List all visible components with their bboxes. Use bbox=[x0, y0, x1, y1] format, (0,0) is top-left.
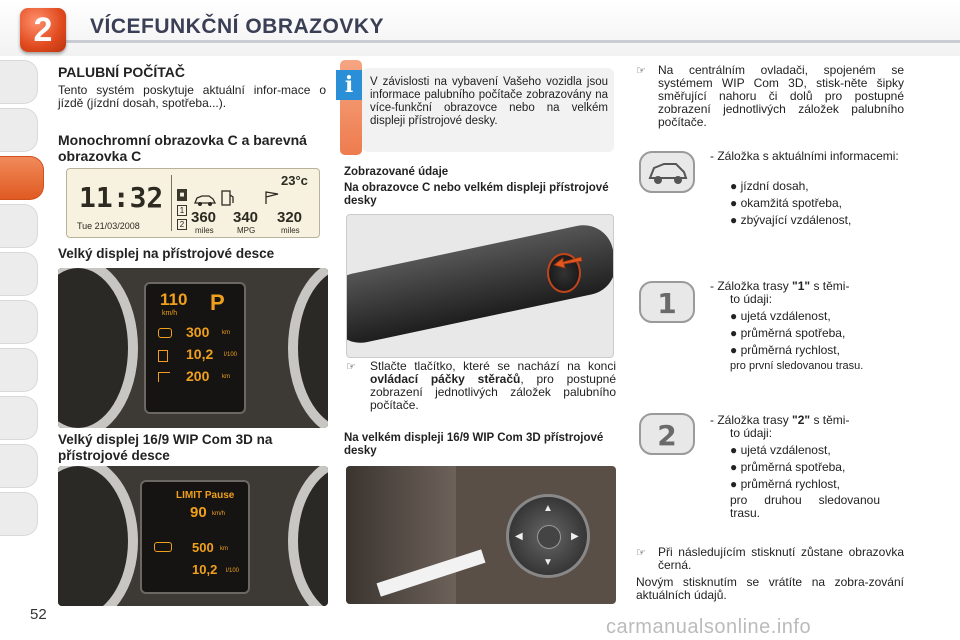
right-gauge bbox=[288, 268, 328, 428]
tab-1-note: pro první sledovanou trasu. bbox=[730, 360, 864, 372]
screen-time: 11:32 bbox=[79, 181, 164, 214]
chapter-tab-7[interactable] bbox=[0, 348, 38, 392]
chapter-badge: 2 bbox=[20, 8, 66, 52]
tab-1-item-2-text: průměrná spotřeba, bbox=[740, 326, 846, 340]
chapter-tab-9[interactable] bbox=[0, 444, 38, 488]
chapter-tab-8[interactable] bbox=[0, 396, 38, 440]
left-gauge bbox=[58, 268, 138, 428]
tab-current-marker: ■ bbox=[177, 189, 187, 201]
pointer-icon-2: ☞ bbox=[636, 65, 646, 77]
wip-cluster-photo bbox=[58, 466, 328, 606]
display-range-unit: km bbox=[222, 330, 230, 336]
central-controller bbox=[506, 494, 590, 578]
value-3: 320 bbox=[277, 209, 303, 226]
tab-1-cont: to údaji: bbox=[730, 292, 773, 306]
press-text-end: , pro postupné zobrazení jednotlivých záložek palubního počítače. bbox=[370, 372, 616, 412]
chapter-tab-2[interactable] bbox=[0, 108, 38, 152]
tab-2-label: - Záložka trasy "2" s těmi- bbox=[710, 413, 850, 427]
value-1: 360 bbox=[191, 209, 217, 226]
tab-current-item-1-text: jízdní dosah, bbox=[740, 179, 809, 193]
return-text: Novým stisknutím se vrátíte na zobra-zování aktuálních údajů. bbox=[636, 575, 904, 602]
page-number: 52 bbox=[30, 606, 47, 623]
info-icon: i bbox=[336, 70, 362, 100]
section-title: PALUBNÍ POČÍTAČ bbox=[58, 64, 186, 80]
value-2: 340 bbox=[233, 209, 259, 226]
tab-2-item-1-text: ujetá vzdálenost, bbox=[740, 443, 831, 457]
press-instruction bbox=[370, 360, 616, 412]
tab-1-suffix: s těmi- bbox=[813, 279, 850, 293]
svg-text:2: 2 bbox=[657, 419, 677, 452]
info-box bbox=[362, 68, 614, 152]
tab-2-item-2-text: průměrná spotřeba, bbox=[740, 460, 846, 474]
wip-range-unit: km bbox=[220, 546, 228, 552]
tab-current-item-3-text: zbývající vzdálenost, bbox=[740, 213, 852, 227]
controller-center-button[interactable] bbox=[537, 525, 561, 549]
chapter-tab-1[interactable] bbox=[0, 60, 38, 104]
tab-current-label-text: Záložka s aktuálními informacemi: bbox=[717, 149, 899, 163]
display-car-icon bbox=[158, 328, 172, 338]
display-gear: P bbox=[210, 290, 225, 315]
wip-right-gauge bbox=[288, 466, 328, 606]
displayed-data-heading: Zobrazované údaje bbox=[344, 166, 449, 178]
central-controller-photo bbox=[346, 466, 616, 604]
monochrome-screen-photo bbox=[66, 168, 320, 238]
press-text-start: Stlačte tlačítko, které se nachází na konci bbox=[370, 359, 616, 373]
tab-1-item-2: ● průměrná spotřeba, bbox=[730, 326, 846, 340]
pointer-icon: ☞ bbox=[346, 361, 356, 373]
chapter-tabs bbox=[0, 60, 44, 540]
wip-range: 500 bbox=[192, 540, 214, 555]
trip-1-tab-icon bbox=[638, 280, 696, 324]
unit-3: miles bbox=[281, 226, 300, 235]
wip-speed: 90 bbox=[190, 504, 207, 521]
tab-2-item-3-text: průměrná rychlost, bbox=[740, 477, 840, 491]
tab-1-item-1: ● ujetá vzdálenost, bbox=[730, 309, 831, 323]
wip-left-gauge bbox=[58, 466, 138, 606]
tab-1-item-3-text: průměrná rychlost, bbox=[740, 343, 840, 357]
tab-current-label: - Záložka s aktuálními informacemi: bbox=[710, 149, 899, 163]
tab-1-prefix: Záložka trasy bbox=[717, 279, 789, 293]
svg-text:1: 1 bbox=[657, 287, 677, 320]
wip-speed-unit: km/h bbox=[212, 511, 226, 517]
wip-limit-label: LIMIT Pause bbox=[176, 490, 235, 501]
tab-2-suffix: s těmi- bbox=[813, 413, 850, 427]
chapter-tab-6[interactable] bbox=[0, 300, 38, 344]
press-text-bold: ovládací páčky stěračů bbox=[370, 372, 521, 386]
wip-car-icon bbox=[154, 542, 172, 552]
watermark: carmanualsonline.info bbox=[606, 616, 812, 638]
display-consumption: 10,2 bbox=[186, 346, 214, 362]
right-intro: Na centrálním ovladači, spojeném se systémem WIP Com 3D, stisk-něte šipky směřující nahoru či dolů pro postupné zobrazení jednotlivých záložek palubního počítače. bbox=[658, 63, 904, 129]
big-display-title: Velký displej na přístrojové desce bbox=[58, 246, 275, 261]
tab-2-item-1: ● ujetá vzdálenost, bbox=[730, 443, 831, 457]
center-display bbox=[144, 282, 246, 414]
tab-2-marker: 2 bbox=[177, 219, 187, 230]
controller-right-arrow[interactable]: ▶ bbox=[571, 531, 579, 542]
tab-1-item-3: ● průměrná rychlost, bbox=[730, 343, 840, 357]
display-pump-icon bbox=[158, 350, 168, 362]
wip-center-display bbox=[140, 480, 250, 594]
chapter-tab-10[interactable] bbox=[0, 492, 38, 536]
controller-up-arrow[interactable]: ▲ bbox=[543, 503, 553, 514]
header-divider bbox=[60, 40, 960, 43]
tab-2-number: "2" bbox=[792, 413, 811, 427]
car-range-icon bbox=[193, 193, 217, 207]
display-remaining-unit: km bbox=[222, 374, 230, 380]
unit-1: miles bbox=[195, 226, 214, 235]
tab-1-marker: 1 bbox=[177, 205, 187, 216]
screen-c-heading: Na obrazovce C nebo velkém displeji přístrojové desky bbox=[344, 182, 609, 207]
display-range: 300 bbox=[186, 324, 210, 340]
unit-2: MPG bbox=[237, 226, 256, 235]
controller-left-arrow[interactable]: ◀ bbox=[515, 531, 523, 542]
display-speed-unit: km/h bbox=[162, 310, 178, 317]
display-remaining: 200 bbox=[186, 368, 210, 384]
screen-date: Tue 21/03/2008 bbox=[77, 221, 140, 231]
chapter-tab-active[interactable] bbox=[0, 156, 44, 200]
display-speed: 110 bbox=[160, 290, 188, 309]
info-text: V závislosti na vybavení Vašeho vozidla jsou informace palubního počítače zobrazovány na více-funkční obrazovce nebo na velkém displeji přístrojové desky. bbox=[370, 76, 608, 127]
intro-text: Tento systém poskytuje aktuální infor-mace o jízdě (jízdní dosah, spotřeba...). bbox=[58, 83, 326, 110]
tab-current-item-2-text: okamžitá spotřeba, bbox=[740, 196, 842, 210]
wip-consumption-unit: l/100 bbox=[226, 568, 240, 574]
trip-2-tab-icon bbox=[638, 412, 696, 456]
mono-screen-title: Monochromní obrazovka C a barevná obrazovka C bbox=[58, 132, 307, 164]
next-press-text: Při následujícím stisknutí zůstane obrazovka černá. bbox=[658, 545, 904, 572]
tab-current-item-1: ● jízdní dosah, bbox=[730, 179, 809, 193]
tab-2-item-2: ● průměrná spotřeba, bbox=[730, 460, 846, 474]
screen-temperature: 23°c bbox=[281, 173, 308, 188]
pointer-icon-3: ☞ bbox=[636, 547, 646, 559]
wiper-stalk-photo bbox=[346, 214, 614, 358]
tab-2-item-3: ● průměrná rychlost, bbox=[730, 477, 840, 491]
page-title: VÍCEFUNKČNÍ OBRAZOVKY bbox=[90, 15, 385, 38]
tab-current-item-3: ● zbývající vzdálenost, bbox=[730, 213, 852, 227]
chapter-tab-5[interactable] bbox=[0, 252, 38, 296]
current-info-tab-icon bbox=[638, 150, 696, 194]
wip-consumption: 10,2 bbox=[192, 562, 218, 577]
display-consumption-unit: l/100 bbox=[224, 352, 238, 358]
tab-2-prefix: Záložka trasy bbox=[717, 413, 789, 427]
red-arrow-icon bbox=[553, 253, 573, 269]
fuel-pump-icon bbox=[221, 189, 235, 207]
chapter-tab-4[interactable] bbox=[0, 204, 38, 248]
instrument-cluster-photo bbox=[58, 268, 328, 428]
wip-heading: Na velkém displeji 16/9 WIP Com 3D přístrojové desky bbox=[344, 432, 604, 457]
tab-1-item-1-text: ujetá vzdálenost, bbox=[740, 309, 831, 323]
display-flag-icon bbox=[158, 372, 170, 382]
controller-down-arrow[interactable]: ▼ bbox=[543, 557, 553, 568]
tab-1-number: "1" bbox=[792, 279, 811, 293]
tab-2-note: pro druhou sledovanou trasu. bbox=[730, 493, 880, 520]
wip-display-title: Velký displej 16/9 WIP Com 3D na přístrojové desce bbox=[58, 432, 273, 463]
tab-current-item-2: ● okamžitá spotřeba, bbox=[730, 196, 842, 210]
tab-2-cont: to údaji: bbox=[730, 426, 773, 440]
tab-1-label: - Záložka trasy "1" s těmi- bbox=[710, 279, 850, 293]
flag-icon bbox=[263, 191, 283, 205]
